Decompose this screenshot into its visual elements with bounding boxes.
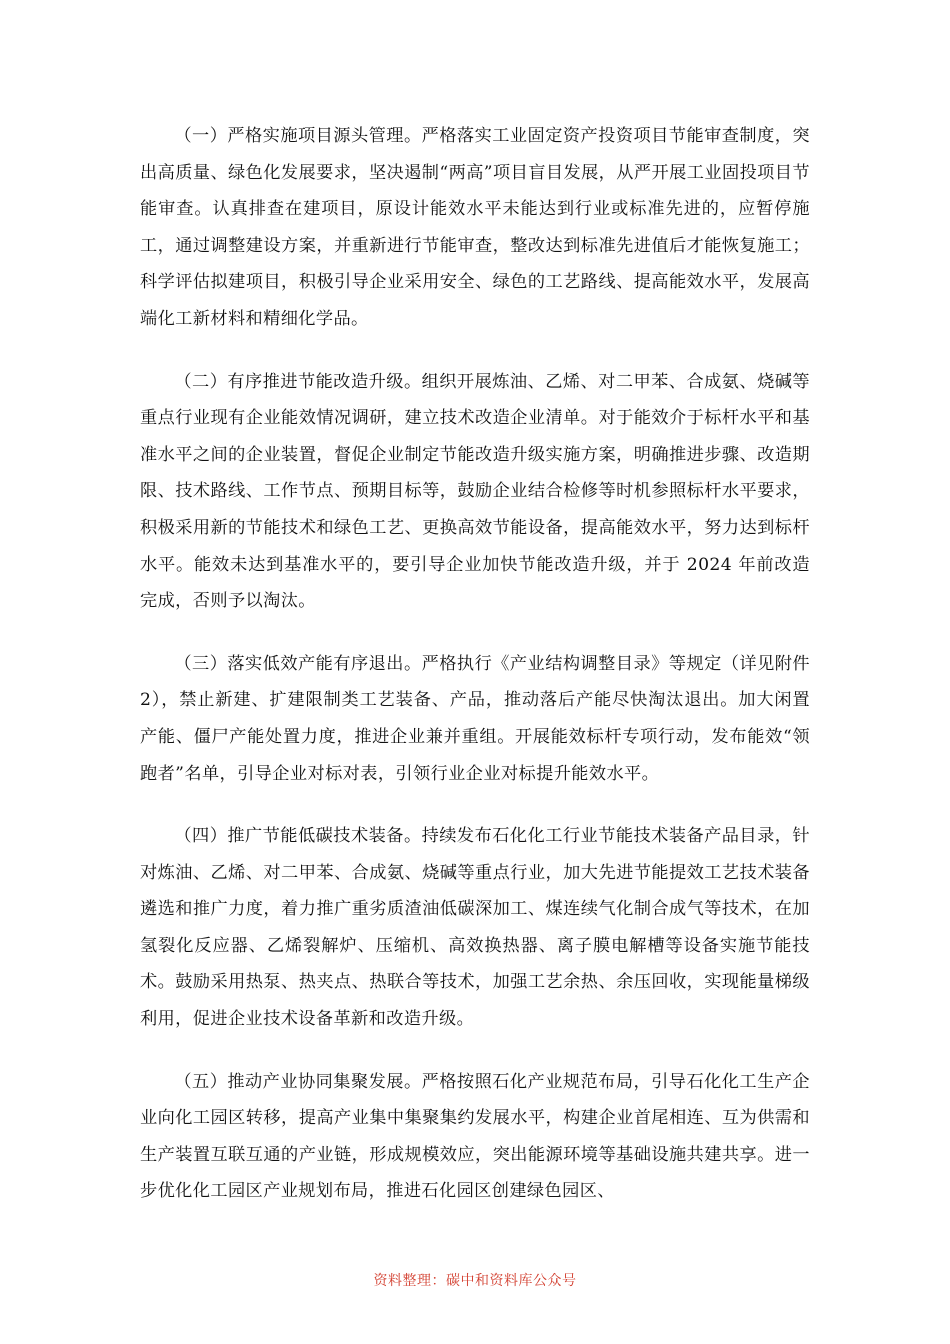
paragraph-1: （一）严格实施项目源头管理。严格落实工业固定资产投资项目节能审查制度，突出高质量、绿色化发展要求，坚决遏制“两高”项目盲目发展，从严开展工业固投项目节能审查。认真排查在建项目，原设计能效水平未能达到行业或标准先进的，应暂停施工，通过调整建设方案，并重新进行节能审查，整改达到标准先进值后才能恢复施工；科学评估拟建项目，积极引导企业采用安全、绿色的工艺路线、提高能效水平，发展高端化工新材料和精细化学品。 [140,126,810,329]
paragraph-4: （四）推广节能低碳技术装备。持续发布石化化工行业节能技术装备产品目录，针对炼油、乙烯、对二甲苯、合成氨、烧碱等重点行业，加大先进节能提效工艺技术装备遴选和推广力度，着力推广重劣质渣油低碳深加工、煤连续气化制合成气等技术，在加氢裂化反应器、乙烯裂解炉、压缩机、高效换热器、离子膜电解槽等设备实施节能技术。鼓励采用热泵、热夹点、热联合等技术，加强工艺余热、余压回收，实现能量梯级利用，促进企业技术设备革新和改造升级。 [140,826,810,1030]
paragraph-3: （三）落实低效产能有序退出。严格执行《产业结构调整目录》等规定（详见附件 2），禁止新建、扩建限制类工艺装备、产品，推动落后产能尽快淘汰退出。加大闲置产能、僵尸产能处置力度，推进企业兼并重组。开展能效标杆专项行动，发布能效“领跑者”名单，引导企业对标对表，引领行业企业对标提升能效水平。 [140,653,810,784]
paragraph-5: （五）推动产业协同集聚发展。严格按照石化产业规范布局，引导石化化工生产企业向化工园区转移，提高产业集中集聚集约发展水平，构建企业首尾相连、互为供需和生产装置互联互通的产业链，形成规模效应，突出能源环境等基础设施共建共享。进一步优化化工园区产业规划布局，推进石化园区创建绿色园区、 [140,1071,810,1202]
document-body [140,118,810,1236]
source-footer: 资料整理：碳中和资料库公众号 [373,1273,577,1289]
paragraph-2: （二）有序推进节能改造升级。组织开展炼油、乙烯、对二甲苯、合成氨、烧碱等重点行业现有企业能效情况调研，建立技术改造企业清单。对于能效介于标杆水平和基准水平之间的企业装置，督促企业制定节能改造升级实施方案，明确推进步骤、改造期限、技术路线、工作节点、预期目标等，鼓励企业结合检修等时机参照标杆水平要求，积极采用新的节能技术和绿色工艺、更换高效节能设备，提高能效水平，努力达到标杆水平。能效未达到基准水平的，要引导企业加快节能改造升级，并于 2024 年前改造完成，否则予以淘汰。 [140,371,810,612]
